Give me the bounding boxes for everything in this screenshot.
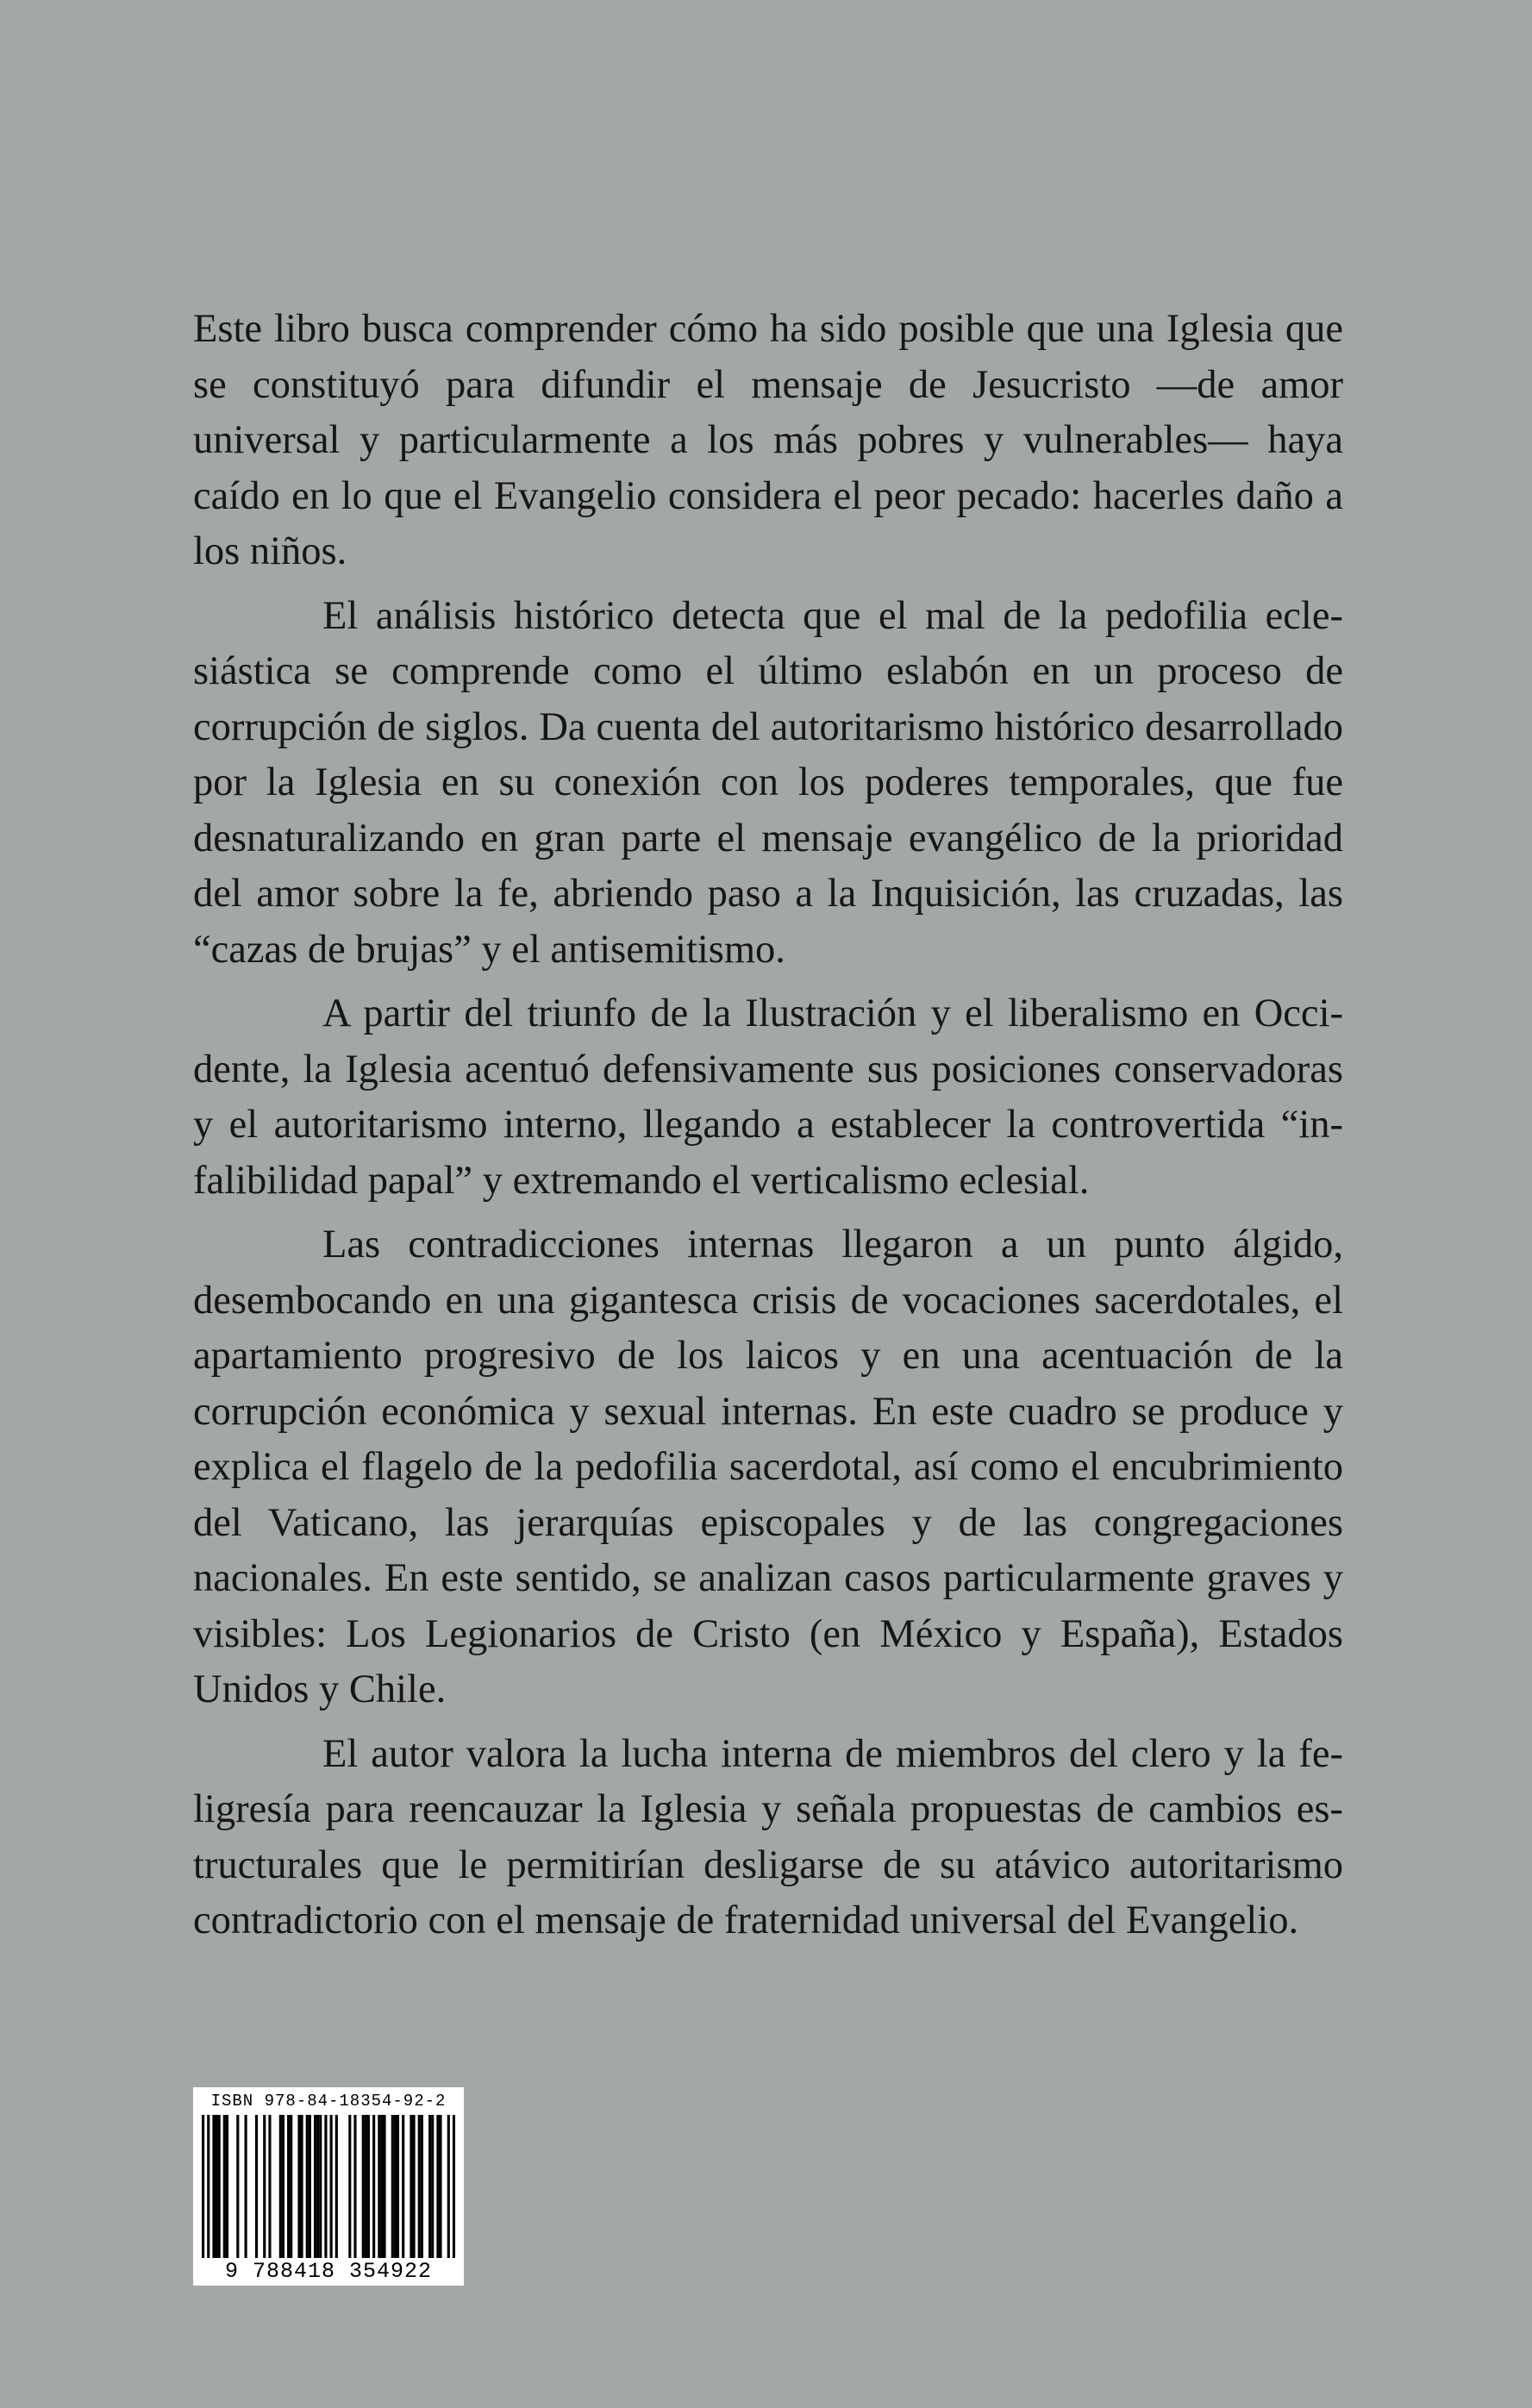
barcode-bar [268,2115,271,2258]
barcode-bar [316,2115,319,2258]
barcode-bar [245,2115,247,2258]
barcode-bar [402,2115,404,2258]
blurb-paragraph-5: El autor valora la lucha interna de miembros del clero y la feligresía para reencauzar la Iglesia y señala propuestas de cambios estructurales que le permitirían desligarse de su atávico autoritarismo contradictorio con el mensaje de fraternidad universal del Evangelio. [193,1731,1343,1942]
barcode-bar [255,2115,258,2258]
barcode-bar [202,2115,204,2258]
barcode-bar [453,2115,455,2258]
barcode-bar [324,2115,327,2258]
barcode-bar [372,2115,375,2258]
blurb-paragraph-1: Este libro busca comprender cómo ha sido posible que una Iglesia que se constituyó para difundir el mensaje de Jesucristo —de amor universal y particularmente a los más pobres y vulnerables— haya caído en lo que el Evangelio considera el peor pecado: hacerles daño a los niños. [193,307,1343,573]
barcode-bar [428,2115,431,2258]
barcode-bar [309,2115,311,2258]
barcode-bar [394,2115,397,2258]
barcode-bar [223,2115,226,2258]
barcode-bar [319,2115,322,2258]
barcode-bar [279,2115,282,2258]
ean-digits: 9 788418 354922 [224,2259,433,2284]
barcode-bar [330,2115,333,2258]
barcode-bar [297,2115,300,2258]
barcode-bar [306,2115,309,2258]
barcode-bar [335,2115,338,2258]
isbn-barcode [193,2087,464,2286]
barcode-bar [412,2115,415,2258]
barcode-bar [436,2115,439,2258]
barcode-bar [378,2115,380,2258]
barcode-bar [421,2115,423,2258]
isbn-label: ISBN 978-84-18354-92-2 [210,2092,447,2111]
blurb-paragraph-2: El análisis histórico detecta que el mal de la pedofilia eclesiástica se comprende como el último eslabón en un proceso de corrupción de siglos. Da cuenta del autoritarismo histórico desarrollado por la Iglesia en su conexión con los poderes temporales, que fue desnaturalizando en gran parte el mensaje evangélico de la prioridad del amor sobre la fe, abriendo paso a la Inquisición, las cruzadas, las “cazas de brujas” y el antisemitismo. [193,593,1343,972]
barcode-bar [391,2115,394,2258]
barcode-bars [202,2115,455,2258]
barcode-bar [418,2115,421,2258]
barcode-bar [447,2115,450,2258]
barcode-bar [212,2115,215,2258]
barcode-bar [367,2115,370,2258]
barcode-bar [362,2115,365,2258]
barcode-bar [383,2115,385,2258]
barcode-bar [380,2115,383,2258]
barcode-bar [236,2115,239,2258]
barcode-bar [263,2115,266,2258]
barcode-bar [397,2115,399,2258]
barcode-bar [226,2115,228,2258]
barcode-bar [348,2115,351,2258]
barcode-bar [282,2115,285,2258]
barcode-bar [301,2115,303,2258]
barcode-bar [290,2115,292,2258]
barcode-bar [353,2115,356,2258]
barcode-bar [439,2115,441,2258]
barcode-bar [365,2115,367,2258]
barcode-bar [215,2115,217,2258]
blurb-paragraph-4: Las contradicciones internas llegaron a un punto álgido, desembocando en una gigantesca crisis de vocaciones sacerdotales, el apartamiento progresivo de los laicos y en una acentuación de la corrupción económica y sexual internas. En este cuadro se produce y explica el flagelo de la pedofilia sacerdotal, así como el encubrimiento del Vaticano, las jerarquías episcopales y de las congregaciones nacionales. En este sentido, se analizan casos particularmente graves y visibles: Los Legionarios de Cristo (en México y España), Estados Unidos y Chile. [193,1223,1343,1711]
blurb-paragraph-3: A partir del triunfo de la Ilustración y el liberalismo en Occidente, la Iglesia acentuó defensivamente sus posiciones conservadoras y el autoritarismo interno, llegando a establecer la controvertida “infalibilidad papal” y extremando el verticalismo eclesial. [193,991,1343,1203]
barcode-bar [207,2115,209,2258]
back-cover-blurb [193,302,1343,1958]
barcode-bar [410,2115,412,2258]
barcode-bar [218,2115,221,2258]
barcode-bar [431,2115,434,2258]
barcode-bar [287,2115,290,2258]
barcode-bar [314,2115,316,2258]
